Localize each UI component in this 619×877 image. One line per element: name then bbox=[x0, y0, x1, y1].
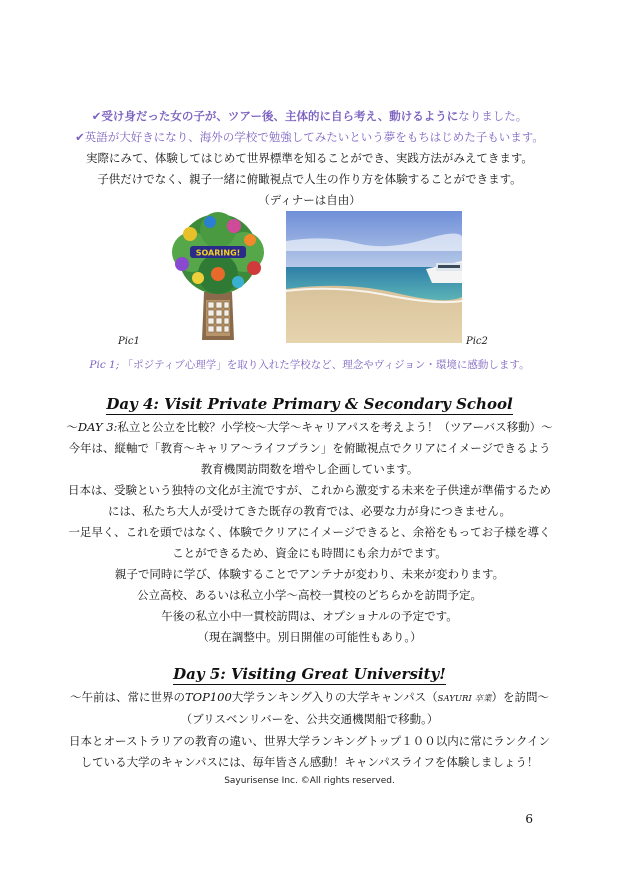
pic2-label: Pic2 bbox=[466, 336, 488, 347]
day4-subtitle-day: DAY 3: bbox=[77, 420, 118, 434]
day4-paragraph-line: には、私たち大人が受けてきた既存の教育では、必要な力が身につきません。 bbox=[108, 504, 511, 518]
day4-paragraph-line: 一足早く、これを頭ではなく、体験でクリアにイメージできると、余裕をもってお子様を導く bbox=[68, 525, 551, 539]
copyright: Sayurisense Inc. ©All rights reserved. bbox=[224, 776, 395, 786]
day4-paragraph-line: （現在調整中。別日開催の可能性もあり。） bbox=[197, 630, 422, 644]
day4-paragraph-line: 親子で同時に学び、体験することでアンテナが変わり、未来が変わります。 bbox=[114, 567, 505, 581]
day5-paragraph-line: している大学のキャンパスには、毎年皆さん感動！キャンパスライフを体験しましょう！ bbox=[80, 755, 539, 769]
day5-subtitle-top: TOP100 bbox=[184, 690, 232, 704]
intro-line-1 bbox=[0, 108, 619, 124]
picture-caption bbox=[0, 357, 619, 372]
day4-paragraph-line: 教育機関訪問数を増やし企画しています。 bbox=[200, 462, 419, 476]
day5-subtitle bbox=[0, 689, 619, 705]
day5-heading-text: Day 5: Visiting Great University! bbox=[173, 665, 446, 683]
day5-subtitle-small: SAYURI 卒業 bbox=[437, 694, 492, 704]
day5-subtitle-mid: 大学ランキング入りの大学キャンパス（ bbox=[231, 690, 438, 704]
intro-line-2 bbox=[0, 129, 619, 145]
caption-text: 「ポジティブ心理学」を取り入れた学校など、理念やヴィジョン・環境に感動します。 bbox=[122, 359, 530, 371]
day4-paragraph-line: 公立高校、あるいは私立小学～高校一貫校のどちらかを訪問予定。 bbox=[137, 588, 482, 602]
check-icon: ✔ bbox=[75, 130, 85, 144]
day4-subtitle bbox=[0, 419, 619, 435]
day4-paragraph-line: 午後の私立小中一貫校訪問は、オプショナルの予定です。 bbox=[161, 609, 458, 623]
pic1-label: Pic1 bbox=[118, 336, 140, 347]
page-number: 6 bbox=[525, 812, 533, 826]
intro-line-3: 実際にみて、体験してはじめて世界標準を知ることができ、実践方法がみえてきます。 bbox=[86, 151, 533, 165]
caption-label: Pic 1; bbox=[89, 359, 120, 371]
day5-subtitle-end: ）を訪問～ bbox=[491, 690, 549, 704]
day4-subtitle-prefix: ～ bbox=[66, 420, 78, 434]
intro-line-2-text: 英語が大好きになり、海外の学校で勉強してみたいという夢をもちはじめた子もいます。 bbox=[84, 130, 544, 144]
day5-heading bbox=[0, 665, 619, 683]
intro-line-5: （ディナーは自由） bbox=[258, 193, 361, 207]
day4-subtitle-rest: 私立と公立を比較？小学校～大学～キャリアパスを考えよう！（ツアーバス移動）～ bbox=[117, 420, 553, 434]
intro-line-4: 子供だけでなく、親子一緒に俯瞰視点で人生の作り方を体験することができます。 bbox=[97, 172, 522, 186]
day4-heading-text: Day 4: Visit Private Primary & Secondary School bbox=[106, 395, 513, 413]
day5-subtitle-pre: ～午前は、常に世界の bbox=[69, 690, 185, 704]
day4-paragraph-line: 日本は、受験という独特の文化が主流ですが、これから激変する未来を子供達が準備するため bbox=[68, 483, 551, 497]
day4-paragraph-line: ことができるため、資金にも時間にも余力がでます。 bbox=[172, 546, 447, 560]
intro-line-1-tail: なりました。 bbox=[458, 109, 528, 123]
beach-photo bbox=[286, 211, 462, 343]
soaring-text: SOARING! bbox=[195, 248, 241, 258]
intro-line-1-bold: ✔受け身だった女の子が、ツアー後、主体的に自ら考え、動けるように bbox=[91, 109, 459, 123]
day5-paragraph-line: （ブリスベンリバーを、公共交通機関船で移動。） bbox=[180, 712, 439, 726]
day5-paragraph-line: 日本とオーストラリアの教育の違い、世界大学ランキングトップ１００以内に常にランクイン bbox=[69, 734, 550, 748]
day4-heading bbox=[0, 395, 619, 413]
tree-illustration bbox=[162, 212, 274, 344]
day4-paragraph-line: 今年は、縦軸で「教育～キャリア～ライフプラン」を俯瞰視点でクリアにイメージできるよう bbox=[68, 441, 551, 455]
